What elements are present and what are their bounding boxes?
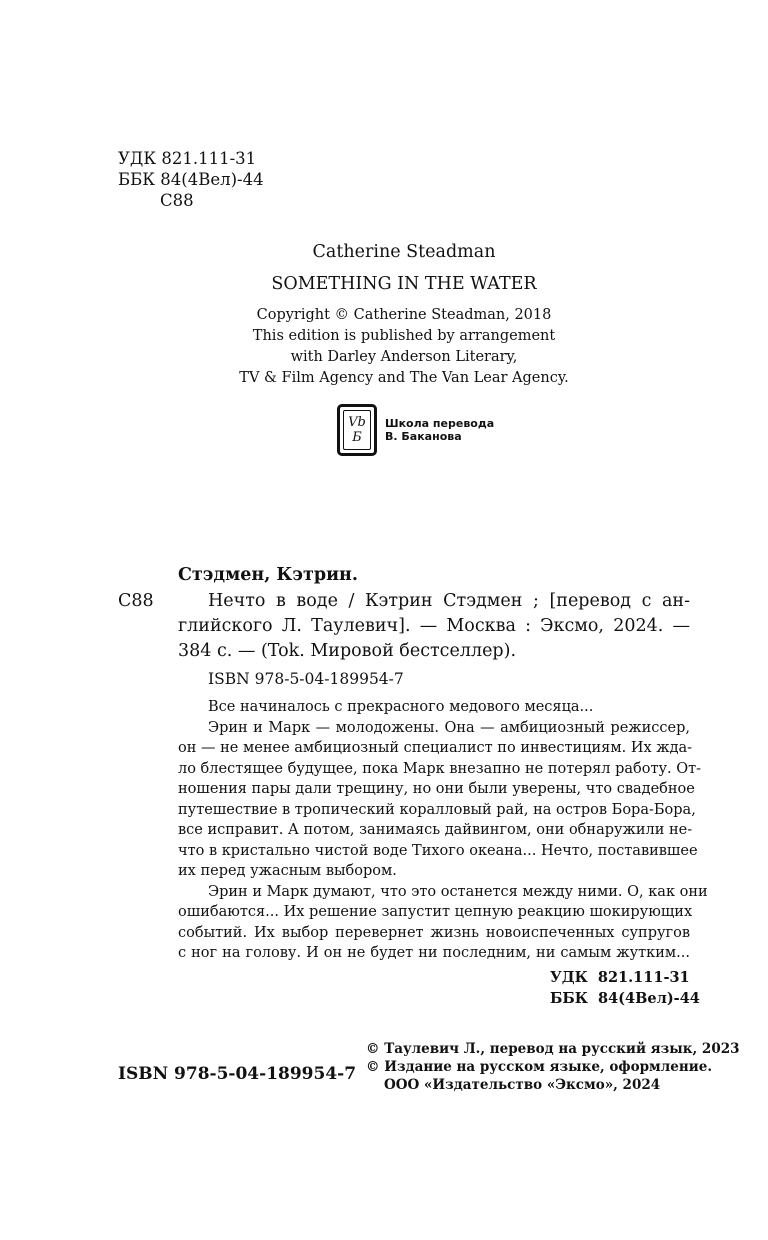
annotation-line: Эрин и Марк — молодожены. Она — амбициозный режиссер,: [208, 719, 690, 736]
annotation-line: ло блестящее будущее, пока Марк внезапно не потерял работу. От-: [178, 760, 702, 777]
annotation-line: Все начиналось с прекрасного медового месяца...: [208, 699, 594, 715]
annotation-line: Эрин и Марк думают, что это останется между ними. О, как они: [208, 883, 708, 900]
annotation-line: их перед ужасным выбором.: [178, 863, 397, 879]
original-title: SOMETHING IN THE WATER: [271, 274, 537, 294]
classification-block: [118, 148, 264, 211]
logo-text: [385, 417, 494, 443]
bottom-bbk-value: 84(4Вел)-44: [597, 990, 700, 1007]
rights-block: [366, 1040, 740, 1094]
annotation-line: ошибаются... Их решение запустит цепную реакцию шокирующих: [178, 904, 693, 920]
original-author: Catherine Steadman: [312, 242, 496, 262]
logo-text-line: Школа перевода: [385, 417, 495, 430]
annotation-line: с ног на голову. И он не будет ни последним, ни самым жутким...: [178, 945, 690, 961]
logo-text-line: В. Баканова: [385, 430, 462, 443]
annotation-line: он — не менее амбициозный специалист по инвестициям. Их жда-: [178, 740, 693, 756]
card-description: [178, 589, 690, 664]
logo-monogram-top: Vb: [348, 415, 366, 430]
annotation-line: все исправит. А потом, занимаясь дайвингом, они обнаружили не-: [178, 822, 693, 838]
logo-monogram-bottom: Б: [352, 430, 362, 445]
rights-line: © Издание на русском языке, оформление.: [366, 1059, 713, 1075]
annotation-line: событий. Их выбор перевернет жизнь новоиспеченных супругов: [178, 924, 690, 941]
bottom-udk-value: 821.111-31: [597, 969, 690, 986]
card-isbn: ISBN 978-5-04-189954-7: [208, 670, 404, 688]
bottom-udk-label: УДК: [550, 969, 588, 986]
rights-line: ООО «Издательство «Эксмо», 2024: [384, 1077, 661, 1093]
isbn-bottom: ISBN 978-5-04-189954-7: [118, 1064, 357, 1084]
annotation: [178, 697, 708, 964]
copyright-line: with Darley Anderson Literary,: [290, 349, 518, 365]
bottom-classification: [550, 967, 700, 1009]
copyright-line: TV & Film Agency and The Van Lear Agency.: [239, 370, 569, 386]
bbk-code: ББК 84(4Вел)-44: [118, 170, 264, 189]
annotation-line: путешествие в тропический коралловый рай, на остров Бора-Бора,: [178, 801, 696, 818]
card-line: 384 с. — (Tok. Мировой бестселлер).: [178, 641, 517, 661]
copyright-block: [0, 305, 768, 389]
bottom-bbk: [550, 988, 700, 1009]
card-author: Стэдмен, Кэтрин.: [178, 565, 358, 585]
rights-line: © Таулевич Л., перевод на русский язык, 2023: [366, 1041, 740, 1057]
bottom-bbk-label: ББК: [550, 990, 588, 1007]
annotation-line: что в кристально чистой воде Тихого океана... Нечто, поставившее: [178, 842, 698, 859]
author-mark: С88: [160, 191, 194, 210]
bottom-udk: [550, 967, 700, 988]
translation-school-logo: [337, 404, 494, 456]
udk-code: УДК 821.111-31: [118, 149, 257, 168]
card-author-mark: С88: [118, 591, 154, 611]
annotation-line: ношения пары дали трещину, но они были уверены, что свадебное: [178, 781, 695, 797]
logo-emblem-icon: [337, 404, 377, 456]
copyright-line: This edition is published by arrangement: [252, 328, 556, 344]
copyright-line: Copyright © Catherine Steadman, 2018: [256, 307, 552, 323]
card-line: глийского Л. Таулевич]. — Москва : Эксмо, 2024. —: [178, 616, 690, 636]
card-line: Нечто в воде / Кэтрин Стэдмен ; [перевод с ан-: [208, 591, 690, 611]
